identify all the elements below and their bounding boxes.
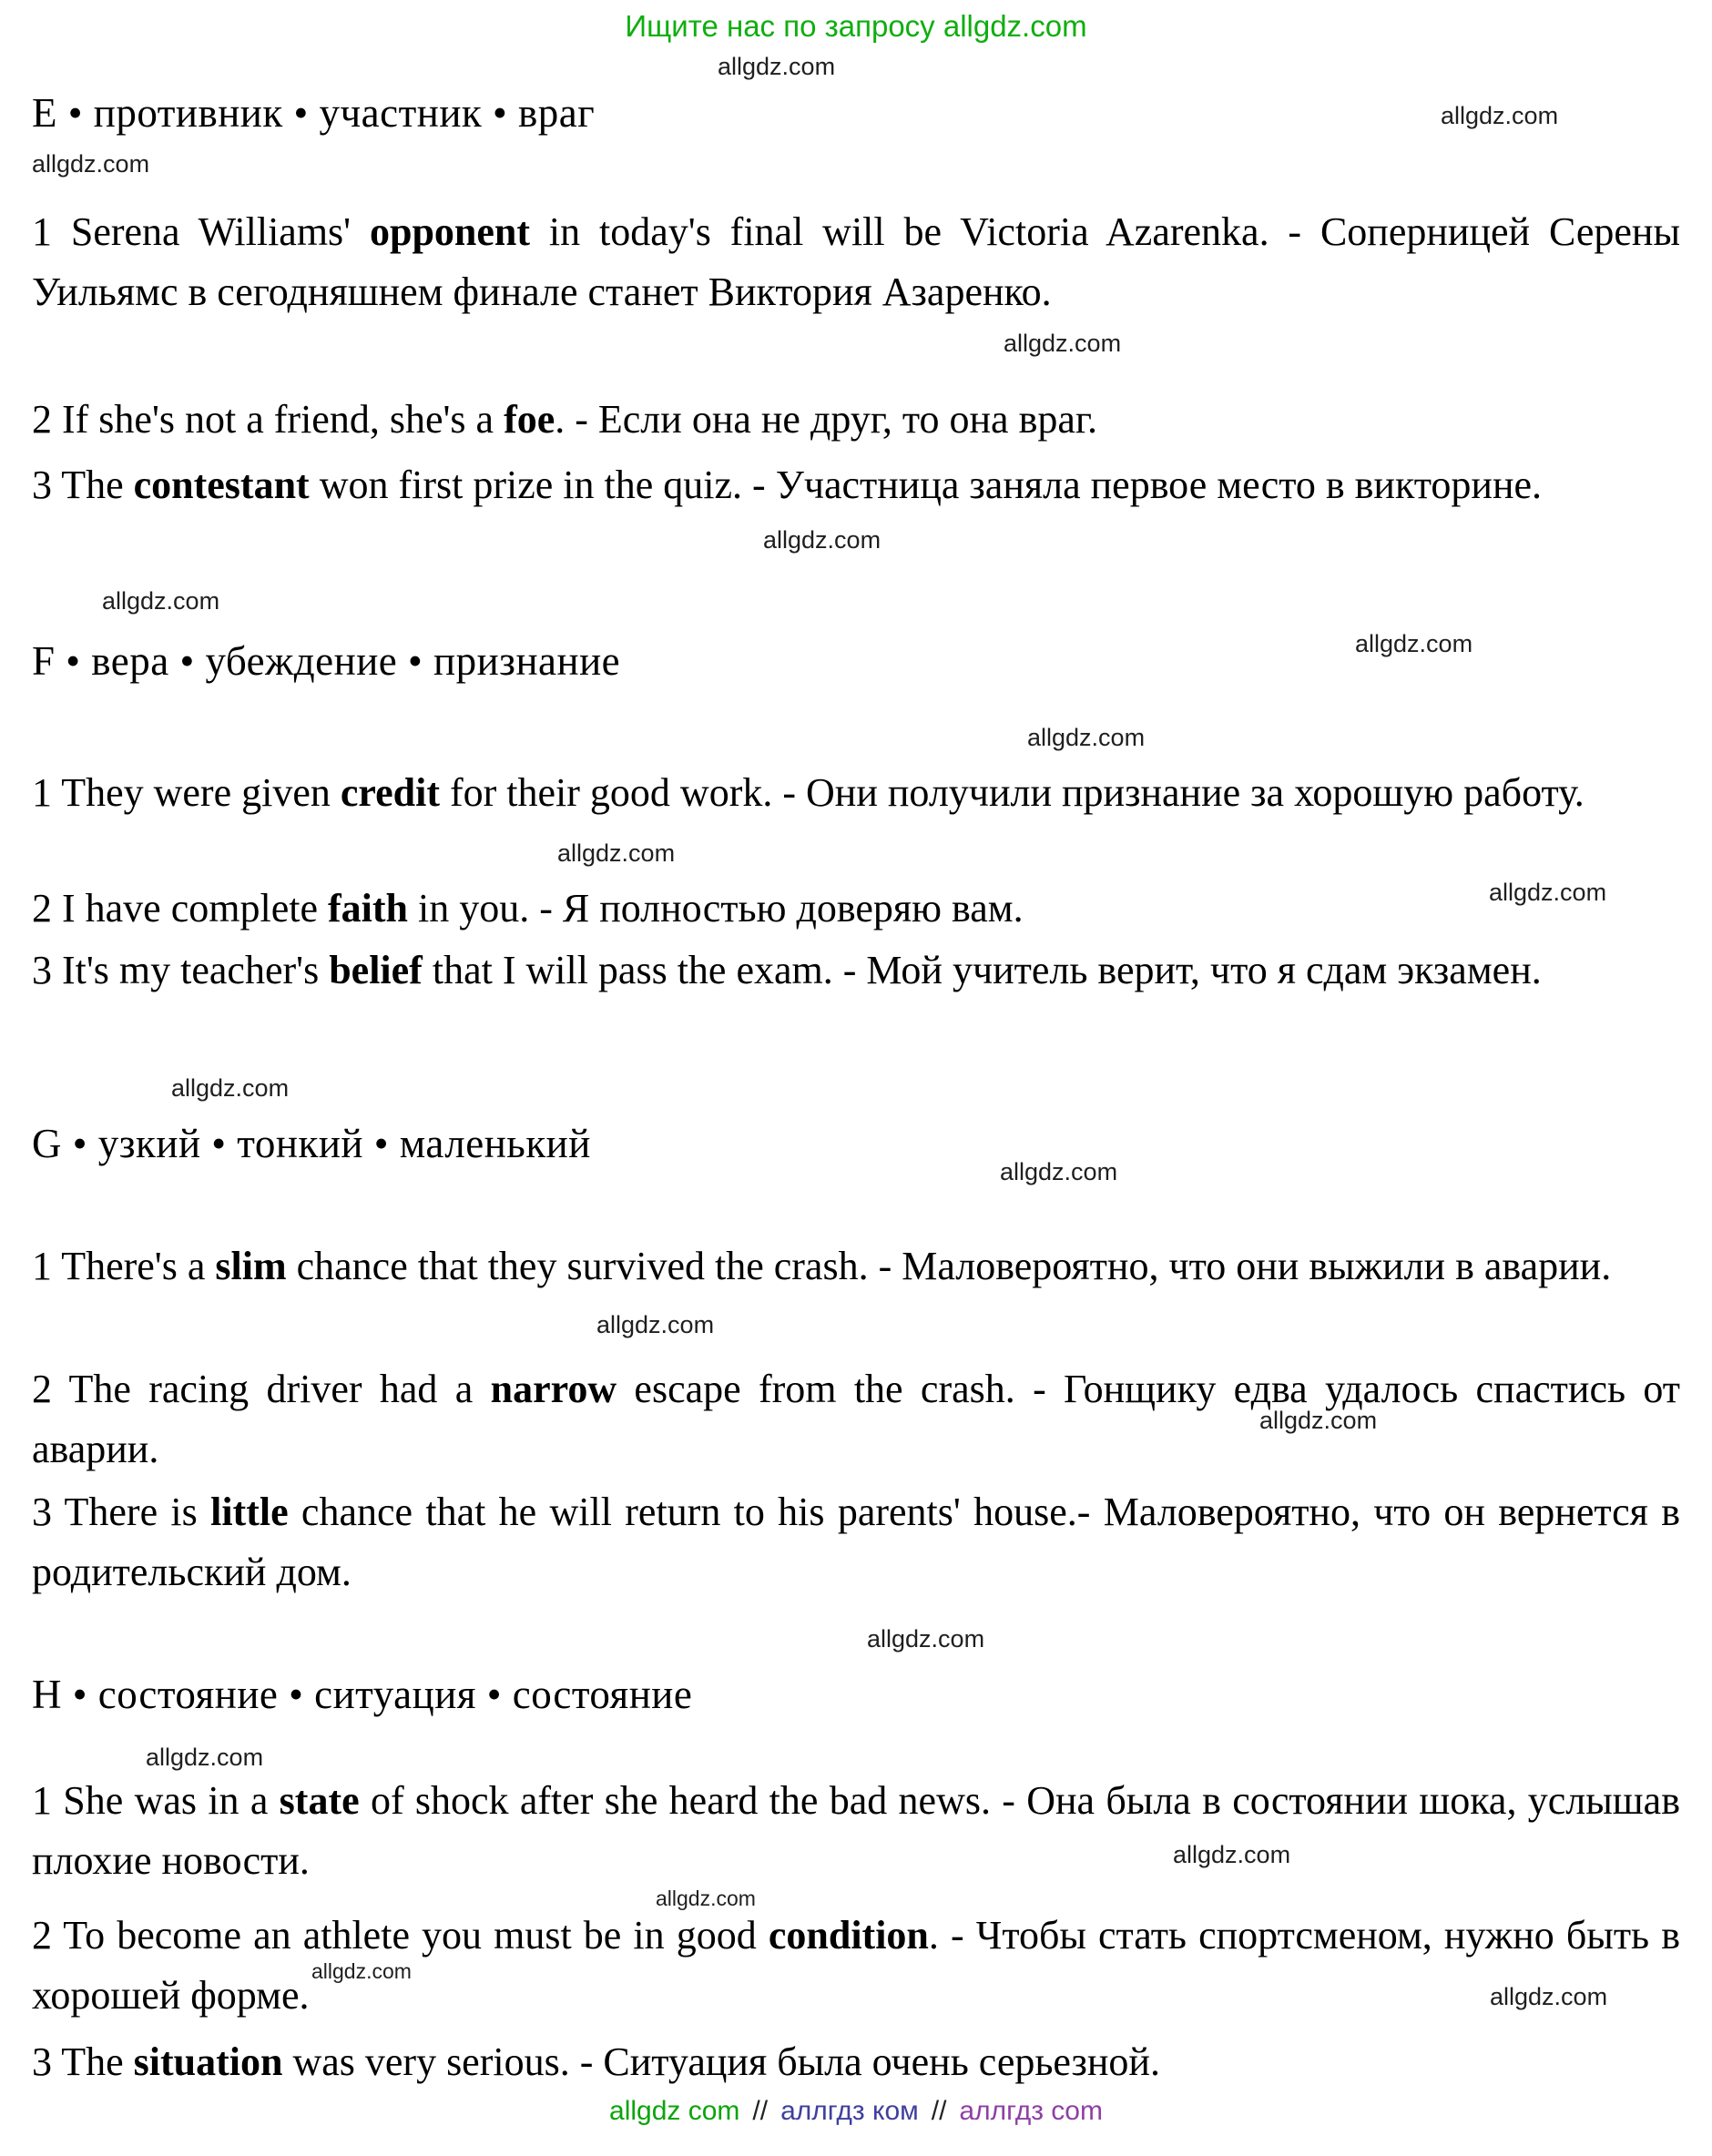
sentence-g1 xyxy=(32,1236,1680,1297)
watermark: allgdz.com xyxy=(718,53,836,80)
watermark: allgdz.com xyxy=(311,1959,412,1983)
section-heading-e: E • противник • участник • враг xyxy=(32,90,596,136)
watermark: allgdz.com xyxy=(1004,330,1122,357)
keyword-bold: condition xyxy=(768,1913,929,1958)
sentence-h2 xyxy=(32,1906,1680,2026)
sentence-post: won first prize in the quiz. - Участница заняла первое место в викторине. xyxy=(309,463,1543,507)
sentence-pre: 2 To become an athlete you must be in good xyxy=(32,1913,769,1958)
watermark: allgdz.com xyxy=(171,1074,290,1102)
sentence-f1 xyxy=(32,763,1680,823)
sentence-g2 xyxy=(32,1359,1680,1480)
sentence-pre: 3 The xyxy=(32,463,134,507)
keyword-bold: belief xyxy=(329,948,423,992)
footer-separator: // xyxy=(752,2096,769,2126)
footer-site-allgdz-com[interactable]: allgdz com xyxy=(609,2096,740,2126)
watermark: allgdz.com xyxy=(656,1886,756,1910)
sentence-pre: 2 I have complete xyxy=(32,886,328,931)
section-heading-g: G • узкий • тонкий • маленький xyxy=(32,1121,591,1166)
sentence-pre: 1 They were given xyxy=(32,770,341,815)
keyword-bold: little xyxy=(210,1490,289,1534)
watermark: allgdz.com xyxy=(32,150,150,178)
watermark: allgdz.com xyxy=(1173,1841,1291,1868)
sentence-post: escape from the crash. - Гонщику едва удалось спастись от аварии. xyxy=(32,1367,1681,1471)
watermark: allgdz.com xyxy=(146,1744,264,1771)
sentence-pre: 3 The xyxy=(32,2039,134,2084)
sentence-post: for their good work. - Они получили признание за хорошую работу. xyxy=(440,770,1585,815)
sentence-post: . - Чтобы стать спортсменом, нужно быть в хорошей форме. xyxy=(32,1913,1680,2018)
watermark: allgdz.com xyxy=(1489,879,1607,906)
keyword-bold: credit xyxy=(340,770,440,815)
footer xyxy=(0,2096,1712,2127)
section-heading-h: H • состояние • ситуация • состояние xyxy=(32,1672,693,1717)
watermark: allgdz.com xyxy=(1441,102,1559,129)
sentence-pre: 3 There is xyxy=(32,1490,211,1534)
sentence-post: of shock after she heard the bad news. - Она была в состоянии шока, услышав плохие новости. xyxy=(32,1778,1680,1883)
sentence-g3 xyxy=(32,1482,1680,1602)
keyword-bold: contestant xyxy=(133,463,310,507)
watermark: allgdz.com xyxy=(1027,724,1146,751)
sentence-post: that I will pass the exam. - Мой учитель верит, что я сдам экзамен. xyxy=(422,948,1542,992)
watermark: allgdz.com xyxy=(102,587,220,615)
sentence-h3 xyxy=(32,2032,1680,2092)
sentence-f3 xyxy=(32,941,1680,1001)
sentence-post: chance that he will return to his parents' house.- Маловероятно, что он вернется в родительский дом. xyxy=(32,1490,1680,1594)
watermark: allgdz.com xyxy=(1490,1983,1608,2010)
sentence-pre: 3 It's my teacher's xyxy=(32,948,330,992)
sentence-e2 xyxy=(32,390,1680,450)
keyword-bold: slim xyxy=(215,1244,287,1288)
sentence-pre: 1 There's a xyxy=(32,1244,216,1288)
footer-site-allgdz-com-2[interactable]: аллгдз com xyxy=(959,2096,1103,2126)
keyword-bold: narrow xyxy=(490,1367,617,1411)
sentence-e3 xyxy=(32,455,1680,515)
sentence-post: was very serious. - Ситуация была очень серьезной. xyxy=(282,2039,1160,2084)
sentence-h1 xyxy=(32,1771,1680,1891)
watermark: allgdz.com xyxy=(1355,630,1473,657)
watermark: allgdz.com xyxy=(1000,1158,1118,1185)
sentence-post: in you. - Я полностью доверяю вам. xyxy=(407,886,1024,931)
watermark: allgdz.com xyxy=(867,1625,985,1653)
keyword-bold: foe xyxy=(504,397,555,442)
sentence-f2 xyxy=(32,879,1680,939)
keyword-bold: opponent xyxy=(369,209,531,254)
keyword-bold: faith xyxy=(327,886,408,931)
section-heading-f: F • вера • убеждение • признание xyxy=(32,638,621,684)
sentence-e1 xyxy=(32,202,1680,322)
watermark: allgdz.com xyxy=(557,839,676,867)
sentence-pre: 2 The racing driver had a xyxy=(32,1367,491,1411)
footer-separator: // xyxy=(931,2096,947,2126)
sentence-post: chance that they survived the crash. - Маловероятно, что они выжили в аварии. xyxy=(286,1244,1612,1288)
keyword-bold: situation xyxy=(133,2039,283,2084)
sentence-pre: 2 If she's not a friend, she's a xyxy=(32,397,504,442)
top-banner: Ищите нас по запросу allgdz.com xyxy=(625,9,1087,43)
footer-site-allgdz-kom[interactable]: аллгдз ком xyxy=(780,2096,919,2126)
watermark: allgdz.com xyxy=(1259,1407,1378,1434)
sentence-pre: 1 Serena Williams' xyxy=(32,209,370,254)
sentence-post: . - Если она не друг, то она враг. xyxy=(555,397,1097,442)
keyword-bold: state xyxy=(279,1778,360,1823)
watermark: allgdz.com xyxy=(763,526,881,554)
sentence-post: in today's final will be Victoria Azarenka. - Соперницей Серены Уильямс в сегодняшнем финале станет Виктория Азаренко. xyxy=(32,209,1681,314)
watermark: allgdz.com xyxy=(596,1311,715,1338)
sentence-pre: 1 She was in a xyxy=(32,1778,280,1823)
